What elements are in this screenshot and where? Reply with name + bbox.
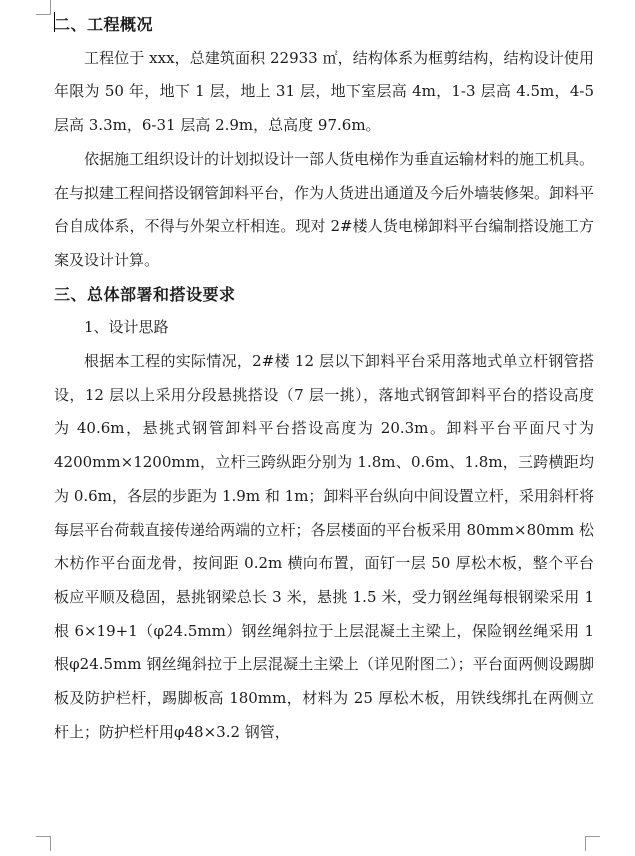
paragraph-project-info: 工程位于 xxx，总建筑面积 22933 ㎡，结构体系为框剪结构，结构设计使用年限为 50 年，地下 1 层，地上 31 层，地下室层高 4m，1-3 层高 4.5m，4-5 层高 3.3m，6-31 层高 2.9m，总高度 97.6m。 <box>54 48 594 135</box>
section-heading-deployment: 三、总体部署和搭设要求 <box>54 284 236 304</box>
document-body[interactable] <box>54 8 594 749</box>
subheading-design-idea: 1、设计思路 <box>84 318 169 337</box>
crop-mark-bottom-right <box>585 836 600 851</box>
section-heading-overview: 二、工程概况 <box>54 15 154 34</box>
crop-mark-top-left <box>36 0 51 15</box>
crop-mark-bottom-left <box>36 836 51 851</box>
paragraph-design-details: 根据本工程的实际情况，2#楼 12 层以下卸料平台采用落地式单立杆钢管搭设，12 层以上采用分段悬挑搭设（7 层一挑），落地式钢管卸料平台的搭设高度为 40.6m，悬挑式钢管卸料平台搭设高度为 20.3m。卸料平台平面尺寸为 4200mm×1200mm，立杆三跨纵距分别为 1.8m、0.6m、1.8m，三跨横距均为 0.6m，各层的步距为 1.9m 和 1m；卸料平台纵向中间设置立杆，采用斜杆将每层平台荷载直接传递给两端的立杆；各层楼面的平台板采用 80mm×80mm 松木枋作平台面龙骨，按间距 0.2m 横向布置，面钉一层 50 厚松木板，整个平台板应平顺及稳固，悬挑钢梁总长 3 米，悬挑 1.5 米，受力钢丝绳每根钢梁采用 1 根 6×19+1（φ24.5mm）钢丝绳斜拉于上层混凝土主梁上，保险钢丝绳采用 1 根φ24.5mm 钢丝绳斜拉于上层混凝土主梁上（详见附图二）；平台面两侧设踢脚板及防护栏杆，踢脚板高 180mm，材料为 25 厚松木板，用铁线绑扎在两侧立杆上；防护栏杆用φ48×3.2 钢管， <box>54 352 594 741</box>
paragraph-platform-intro: 依据施工组织设计的计划拟设计一部人货电梯作为垂直运输材料的施工机具。在与拟建工程间搭设钢管卸料平台，作为人货进出通道及今后外墙装修架。卸料平台自成体系，不得与外架立杆相连。现对 2#楼人货电梯卸料平台编制搭设施工方案及设计计算。 <box>54 149 595 269</box>
